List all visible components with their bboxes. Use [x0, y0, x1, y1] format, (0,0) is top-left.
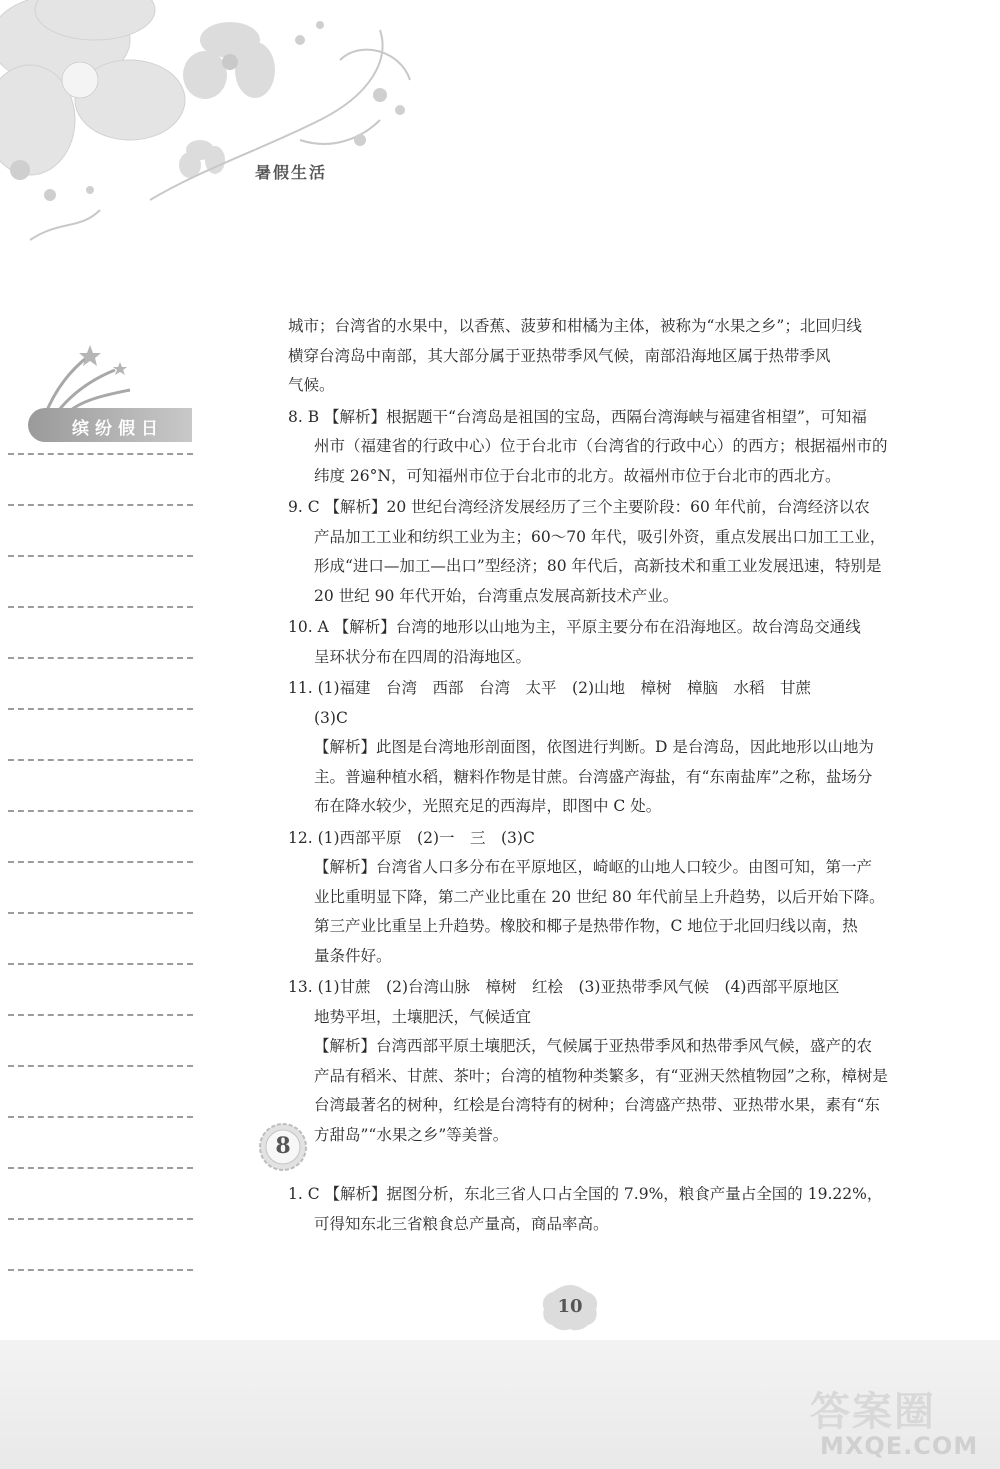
- answer-line: 10. A 【解析】台湾的地形以山地为主，平原主要分布在沿海地区。故台湾岛交通线: [288, 618, 861, 636]
- note-line: [8, 963, 193, 965]
- note-line: [8, 657, 193, 659]
- answer-line: 【解析】台湾西部平原土壤肥沃，气候属于亚热带季风和热带季风气候，盛产的农: [314, 1037, 873, 1055]
- note-line: [8, 1014, 193, 1016]
- note-line: [8, 1167, 193, 1169]
- answer-line: 12. (1)西部平原 (2)一 三 (3)C: [288, 828, 535, 847]
- answer-block: [288, 1180, 888, 1239]
- answer-line: 量条件好。: [314, 946, 392, 965]
- answer-line: 8. B 【解析】根据题干“台湾岛是祖国的宝岛，西隔台湾海峡与福建省相望”，可知福: [288, 407, 867, 426]
- answer-line: 呈环状分布在四周的沿海地区。: [314, 647, 532, 666]
- answer-line: 20 世纪 90 年代开始，台湾重点发展高新技术产业。: [314, 586, 679, 605]
- note-line: [8, 1116, 193, 1118]
- answer-line: 【解析】台湾省人口多分布在平原地区，崎岖的山地人口较少。由图可知，第一产: [314, 858, 873, 876]
- watermark-logo: 答案圈: [810, 1389, 936, 1435]
- answer-line: 州市（福建省的行政中心）位于台北市（台湾省的行政中心）的西方；根据福州市的: [314, 437, 888, 455]
- answer-line: 产品有稻米、甘蔗、茶叶；台湾的植物种类繁多，有“亚洲天然植物园”之称，樟树是: [314, 1066, 888, 1085]
- answer-block: [288, 674, 888, 822]
- watermark-url: MXQE.COM: [820, 1432, 979, 1460]
- notes-sidebar: [0, 340, 200, 1290]
- sidebar-badge-label: 缤纷假日: [72, 419, 164, 439]
- sidebar-badge: [28, 408, 192, 442]
- answer-line: 形成“进口—加工—出口”型经济；80 年代后，高新技术和重工业发展迅速，特别是: [314, 557, 882, 575]
- note-line: [8, 1065, 193, 1067]
- answer-line: 产品加工工业和纺织工业为主；60～70 年代，吸引外资，重点发展出口加工工业，: [314, 527, 886, 546]
- answer-line: 气候。: [288, 376, 335, 394]
- answer-line: (3)C: [314, 708, 348, 727]
- section-number-badge: [258, 1122, 308, 1172]
- answer-line: 台湾最著名的树种，红桧是台湾特有的树种；台湾盛产热带、亚热带水果，素有“东: [314, 1096, 880, 1114]
- note-line: [8, 606, 193, 608]
- answer-line: 布在降水较少，光照充足的西海岸，即图中 C 处。: [314, 797, 662, 815]
- answer-line: 9. C 【解析】20 世纪台湾经济发展经历了三个主要阶段：60 年代前，台湾经济以农: [288, 498, 870, 516]
- answer-line: 方甜岛”“水果之乡”等美誉。: [314, 1125, 509, 1144]
- note-line: [8, 453, 193, 455]
- answer-block: [288, 403, 888, 492]
- answer-line: 1. C 【解析】据图分析，东北三省人口占全国的 7.9%，粮食产量占全国的 19.22%，: [288, 1185, 883, 1203]
- section-answer-content: [288, 1180, 888, 1241]
- answer-line: 纬度 26°N，可知福州市位于台北市的北方。故福州市位于台北市的西北方。: [314, 466, 841, 485]
- answer-block: [288, 312, 888, 401]
- answer-block: [288, 973, 888, 1150]
- floral-decoration: [0, 0, 460, 270]
- note-line: [8, 810, 193, 812]
- note-line: [8, 1218, 193, 1220]
- note-line: [8, 1269, 193, 1271]
- answer-line: 业比重明显下降，第二产业比重在 20 世纪 80 年代前呈上升趋势，以后开始下降。: [314, 887, 885, 906]
- answer-line: 主。普遍种植水稻，糖料作物是甘蔗。台湾盛产海盐，有“东南盐库”之称，盐场分: [314, 767, 873, 786]
- note-line: [8, 759, 193, 761]
- page-header-title: 暑假生活: [255, 163, 328, 182]
- answer-block: [288, 824, 888, 972]
- answer-block: [288, 493, 888, 611]
- answer-line: 【解析】此图是台湾地形剖面图，依图进行判断。D 是台湾岛，因此地形以山地为: [314, 738, 874, 756]
- page-number-badge: [540, 1283, 600, 1333]
- answer-content: [288, 312, 888, 1152]
- answer-line: 地势平坦，土壤肥沃，气候适宜: [314, 1007, 532, 1026]
- note-line: [8, 555, 193, 557]
- note-line: [8, 912, 193, 914]
- page-number: 10: [557, 1296, 583, 1317]
- answer-line: 第三产业比重呈上升趋势。橡胶和椰子是热带作物，C 地位于北回归线以南，热: [314, 917, 858, 935]
- answer-line: 城市；台湾省的水果中，以香蕉、菠萝和柑橘为主体，被称为“水果之乡”；北回归线: [288, 317, 862, 335]
- note-line: [8, 504, 193, 506]
- note-line: [8, 708, 193, 710]
- answer-block: [288, 613, 888, 672]
- answer-line: 可得知东北三省粮食总产量高，商品率高。: [314, 1214, 609, 1233]
- answer-line: 横穿台湾岛中南部，其大部分属于亚热带季风气候，南部沿海地区属于热带季风: [288, 346, 831, 365]
- answer-line: 13. (1)甘蔗 (2)台湾山脉 樟树 红桧 (3)亚热带季风气候 (4)西部平原地区: [288, 978, 840, 996]
- note-line: [8, 861, 193, 863]
- answer-line: 11. (1)福建 台湾 西部 台湾 太平 (2)山地 樟树 樟脑 水稻 甘蔗: [288, 679, 811, 697]
- section-number: 8: [275, 1133, 291, 1159]
